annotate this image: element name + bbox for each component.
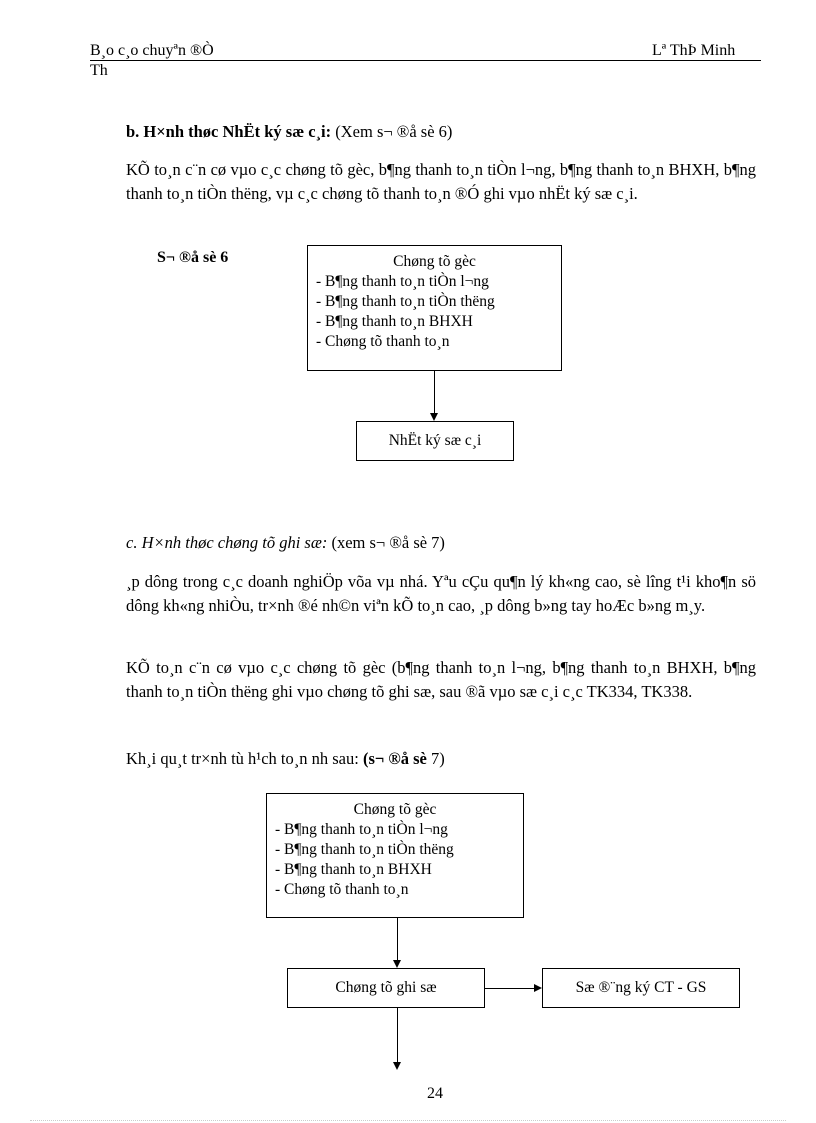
diagram-7-arrowhead-top — [393, 960, 401, 968]
section-c-heading-ref: (xem s¬ ®å sè 7) — [327, 533, 445, 552]
section-b-heading-bold: b. H×nh thøc NhËt ký sæ c¸i: — [126, 122, 332, 141]
diagram-7-connector-top — [397, 918, 398, 962]
diagram-7-middle-box — [287, 968, 485, 1008]
header-doc-title: B¸o c¸o chuyªn ®Ò — [90, 42, 214, 59]
section-b-paragraph: KÕ to¸n c¨n cø vµo c¸c chøng tõ gèc, b¶ng thanh to¸n tiÒn l¬ng, b¶ng thanh to¸n BHXH, b¶ng thanh to¸n tiÒn thëng, vµ c¸c chøng tõ thanh to¸n ®Ó ghi vµo nhËt ký sæ c¸i. — [126, 160, 756, 203]
diagram-6-box-item: - B¶ng thanh to¸n tiÒn thëng — [316, 293, 495, 310]
section-b-heading-ref: (Xem s¬ ®å sè 6) — [331, 122, 453, 141]
diagram-6-box-item: - B¶ng thanh to¸n tiÒn l¬ng — [316, 273, 489, 290]
header-doc-title-continued: Th — [90, 62, 108, 79]
section-c-heading-italic: c. H×nh thøc chøng tõ ghi sæ: — [126, 533, 328, 552]
section-c-paragraph-1: ¸p dông trong c¸c doanh nghiÖp võa vµ nhá. Yªu cÇu qu¶n lý kh«ng cao, sè lîng t¹i kho¶n sö dông kh«ng nhiÒu, tr×nh ®é nh©n viªn kÕ to¸n cao, ¸p dông b»ng tay hoÆc b»ng m¸y. — [126, 572, 756, 615]
diagram-7-connector-bottom — [397, 1008, 398, 1064]
diagram-7-middle-label: Chøng tõ ghi sæ — [335, 979, 437, 996]
diagram-7-arrowhead-right — [534, 984, 542, 992]
page-bottom-border — [30, 1120, 786, 1121]
header-author: Lª ThÞ Minh — [652, 42, 736, 59]
diagram-7-connector-right — [485, 988, 535, 989]
section-c-paragraph-3-text: Kh¸i qu¸t tr×nh tù h¹ch to¸n nh sau: — [126, 749, 363, 768]
diagram-7-right-label: Sæ ®¨ng ký CT - GS — [575, 979, 707, 996]
diagram-7-box-title: Chøng tõ gèc — [353, 801, 437, 818]
diagram-7-box-item: - B¶ng thanh to¸n tiÒn l¬ng — [275, 821, 448, 838]
diagram-7-arrowhead-bottom — [393, 1062, 401, 1070]
diagram-6-box-item: - Chøng tõ thanh to¸n — [316, 333, 450, 350]
diagram-7-source-box — [266, 793, 524, 918]
diagram-6-box-item: - B¶ng thanh to¸n BHXH — [316, 313, 473, 330]
header-rule — [90, 60, 761, 61]
section-c-paragraph-3-end: 7) — [431, 749, 445, 768]
diagram-6-target-label: NhËt ký sæ c¸i — [388, 432, 482, 449]
section-b-heading — [126, 122, 452, 142]
diagram-7-box-item: - B¶ng thanh to¸n BHXH — [275, 861, 432, 878]
diagram-6-box-title: Chøng tõ gèc — [393, 253, 476, 270]
diagram-6-source-box — [307, 245, 562, 371]
diagram-7-box-item: - Chøng tõ thanh to¸n — [275, 881, 409, 898]
section-c-paragraph-3 — [126, 749, 445, 769]
diagram-6-target-box — [356, 421, 514, 461]
section-c-paragraph-3-ref: (s¬ ®å sè — [362, 749, 431, 768]
diagram-6-label: S¬ ®å sè 6 — [157, 249, 229, 266]
diagram-6-arrowhead — [430, 413, 438, 421]
page-number: 24 — [427, 1085, 443, 1102]
diagram-7-right-box — [542, 968, 740, 1008]
diagram-7-box-item: - B¶ng thanh to¸n tiÒn thëng — [275, 841, 454, 858]
section-c-heading — [126, 533, 445, 553]
diagram-6-connector — [434, 371, 435, 415]
section-c-paragraph-2: KÕ to¸n c¨n cø vµo c¸c chøng tõ gèc (b¶ng thanh to¸n l¬ng, b¶ng thanh to¸n BHXH, b¶ng thanh to¸n tiÒn thëng ghi vµo chøng tõ ghi sæ, sau ®ã vµo sæ c¸i c¸c TK334, TK338. — [126, 658, 756, 701]
